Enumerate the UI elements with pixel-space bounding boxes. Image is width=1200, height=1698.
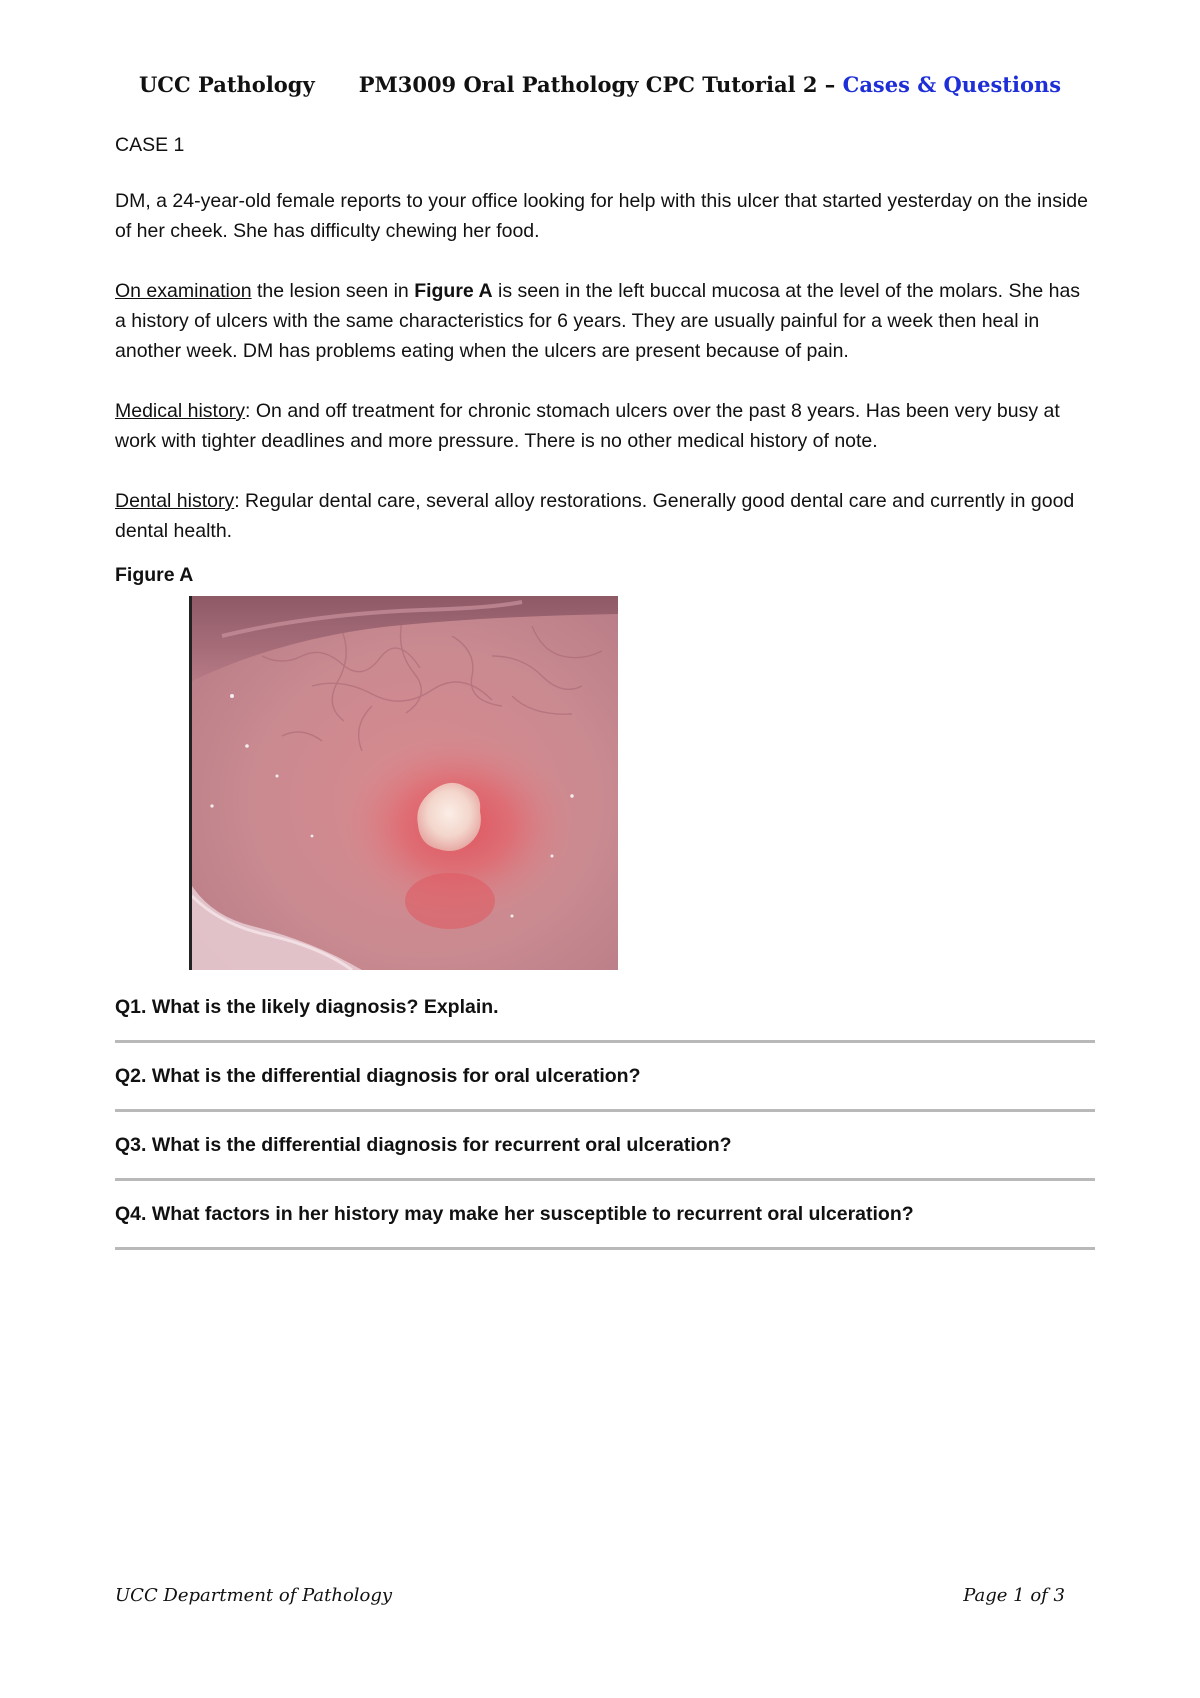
header-course: PM3009 Oral Pathology CPC Tutorial 2 – (358, 72, 836, 97)
question-2: Q2. What is the differential diagnosis for oral ulceration? (115, 1043, 1095, 1112)
figure-a-photo (189, 596, 618, 970)
page-header (0, 72, 1200, 97)
medical-history-text: : On and off treatment for chronic stomach ulcers over the past 8 years. Has been very busy at work with tighter deadlines and more pressure. There is no other medical history of note. (115, 400, 1060, 452)
footer-page-number: Page 1 of 3 (963, 1585, 1065, 1606)
dental-history-paragraph (115, 486, 1095, 546)
medical-history-label: Medical history (115, 400, 246, 422)
exam-post: is seen in the left buccal mucosa at the level of the molars. She has a history of ulcers with the same characteristics for 6 years. They are usually painful for a week then heal in another week. DM has problems eating when the ulcers are present because of pain. (115, 280, 1081, 362)
footer-department: UCC Department of Pathology (115, 1585, 393, 1606)
figure-label: Figure A (115, 564, 194, 586)
page-footer (115, 1585, 1065, 1606)
case-intro: DM, a 24-year-old female reports to your office looking for help with this ulcer that started yesterday on the inside of her cheek. She has difficulty chewing her food. (115, 190, 1088, 242)
oral-ulcer-image (192, 596, 618, 970)
question-4: Q4. What factors in her history may make her susceptible to recurrent oral ulceration? (115, 1181, 1095, 1250)
medical-history-paragraph (115, 396, 1095, 456)
case-title: CASE 1 (115, 134, 185, 156)
question-1: Q1. What is the likely diagnosis? Explain. (115, 992, 1095, 1043)
header-section: Cases & Questions (842, 72, 1062, 97)
exam-paragraph (115, 276, 1095, 366)
question-3: Q3. What is the differential diagnosis for recurrent oral ulceration? (115, 1112, 1095, 1181)
document-body (115, 130, 1095, 1250)
exam-figure-ref: Figure A (414, 280, 493, 302)
exam-pre: the lesion seen in (251, 280, 415, 302)
dental-history-text: : Regular dental care, several alloy restorations. Generally good dental care and currently in good dental health. (115, 490, 1075, 542)
exam-label: On examination (115, 280, 252, 302)
dental-history-label: Dental history (115, 490, 235, 512)
header-org: UCC Pathology (138, 72, 315, 97)
